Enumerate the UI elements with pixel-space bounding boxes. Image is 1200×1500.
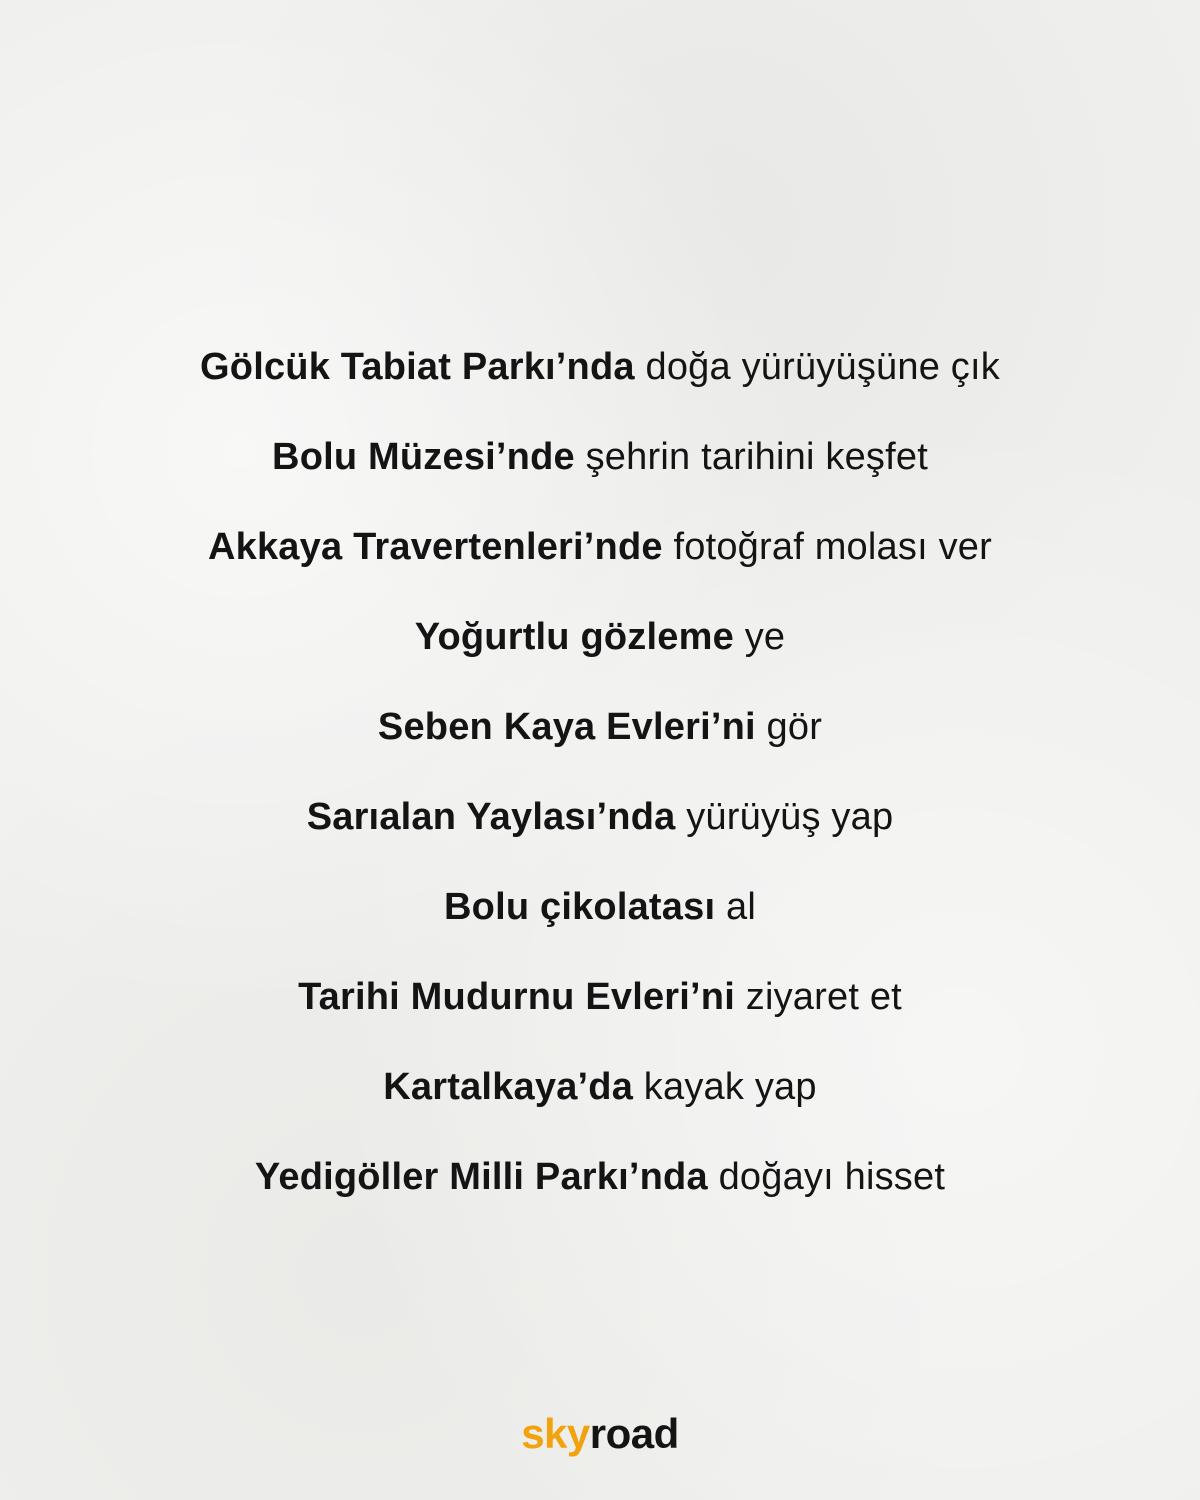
- activity-text: gör: [766, 706, 823, 748]
- place-name: Kartalkaya’da: [383, 1066, 634, 1108]
- activity-text: şehrin tarihini keşfet: [585, 436, 928, 478]
- list-item: [0, 772, 1200, 862]
- list-item: [0, 412, 1200, 502]
- activity-text: ziyaret et: [745, 976, 902, 1018]
- list-item: [0, 862, 1200, 952]
- place-name: Gölcük Tabiat Parkı’nda: [200, 346, 635, 388]
- place-name: Tarihi Mudurnu Evleri’ni: [298, 976, 735, 1018]
- list-item: [0, 682, 1200, 772]
- place-name: Bolu Müzesi’nde: [272, 436, 575, 478]
- logo-accent-part: sky: [521, 1410, 590, 1457]
- activity-text: doğayı hisset: [718, 1156, 946, 1198]
- activity-text: ye: [744, 616, 786, 658]
- skyroad-logo: [0, 1406, 1200, 1462]
- list-item: [0, 502, 1200, 592]
- list-item: [0, 952, 1200, 1042]
- place-name: Sarıalan Yaylası’nda: [306, 796, 676, 838]
- list-item: [0, 322, 1200, 412]
- list-item: [0, 1132, 1200, 1222]
- activity-text: yürüyüş yap: [686, 796, 894, 838]
- activity-text: al: [725, 886, 756, 928]
- place-name: Seben Kaya Evleri’ni: [377, 706, 756, 748]
- place-name: Bolu çikolatası: [444, 886, 716, 928]
- place-name: Akkaya Travertenleri’nde: [208, 526, 663, 568]
- list-item: [0, 592, 1200, 682]
- place-name: Yedigöller Milli Parkı’nda: [254, 1156, 708, 1198]
- activity-text: kayak yap: [643, 1066, 817, 1108]
- logo-dark-part: road: [589, 1410, 679, 1457]
- activity-list: [0, 322, 1200, 1222]
- list-item: [0, 1042, 1200, 1132]
- activity-text: fotoğraf molası ver: [673, 526, 992, 568]
- place-name: Yoğurtlu gözleme: [414, 616, 734, 658]
- activity-text: doğa yürüyüşüne çık: [645, 346, 1000, 388]
